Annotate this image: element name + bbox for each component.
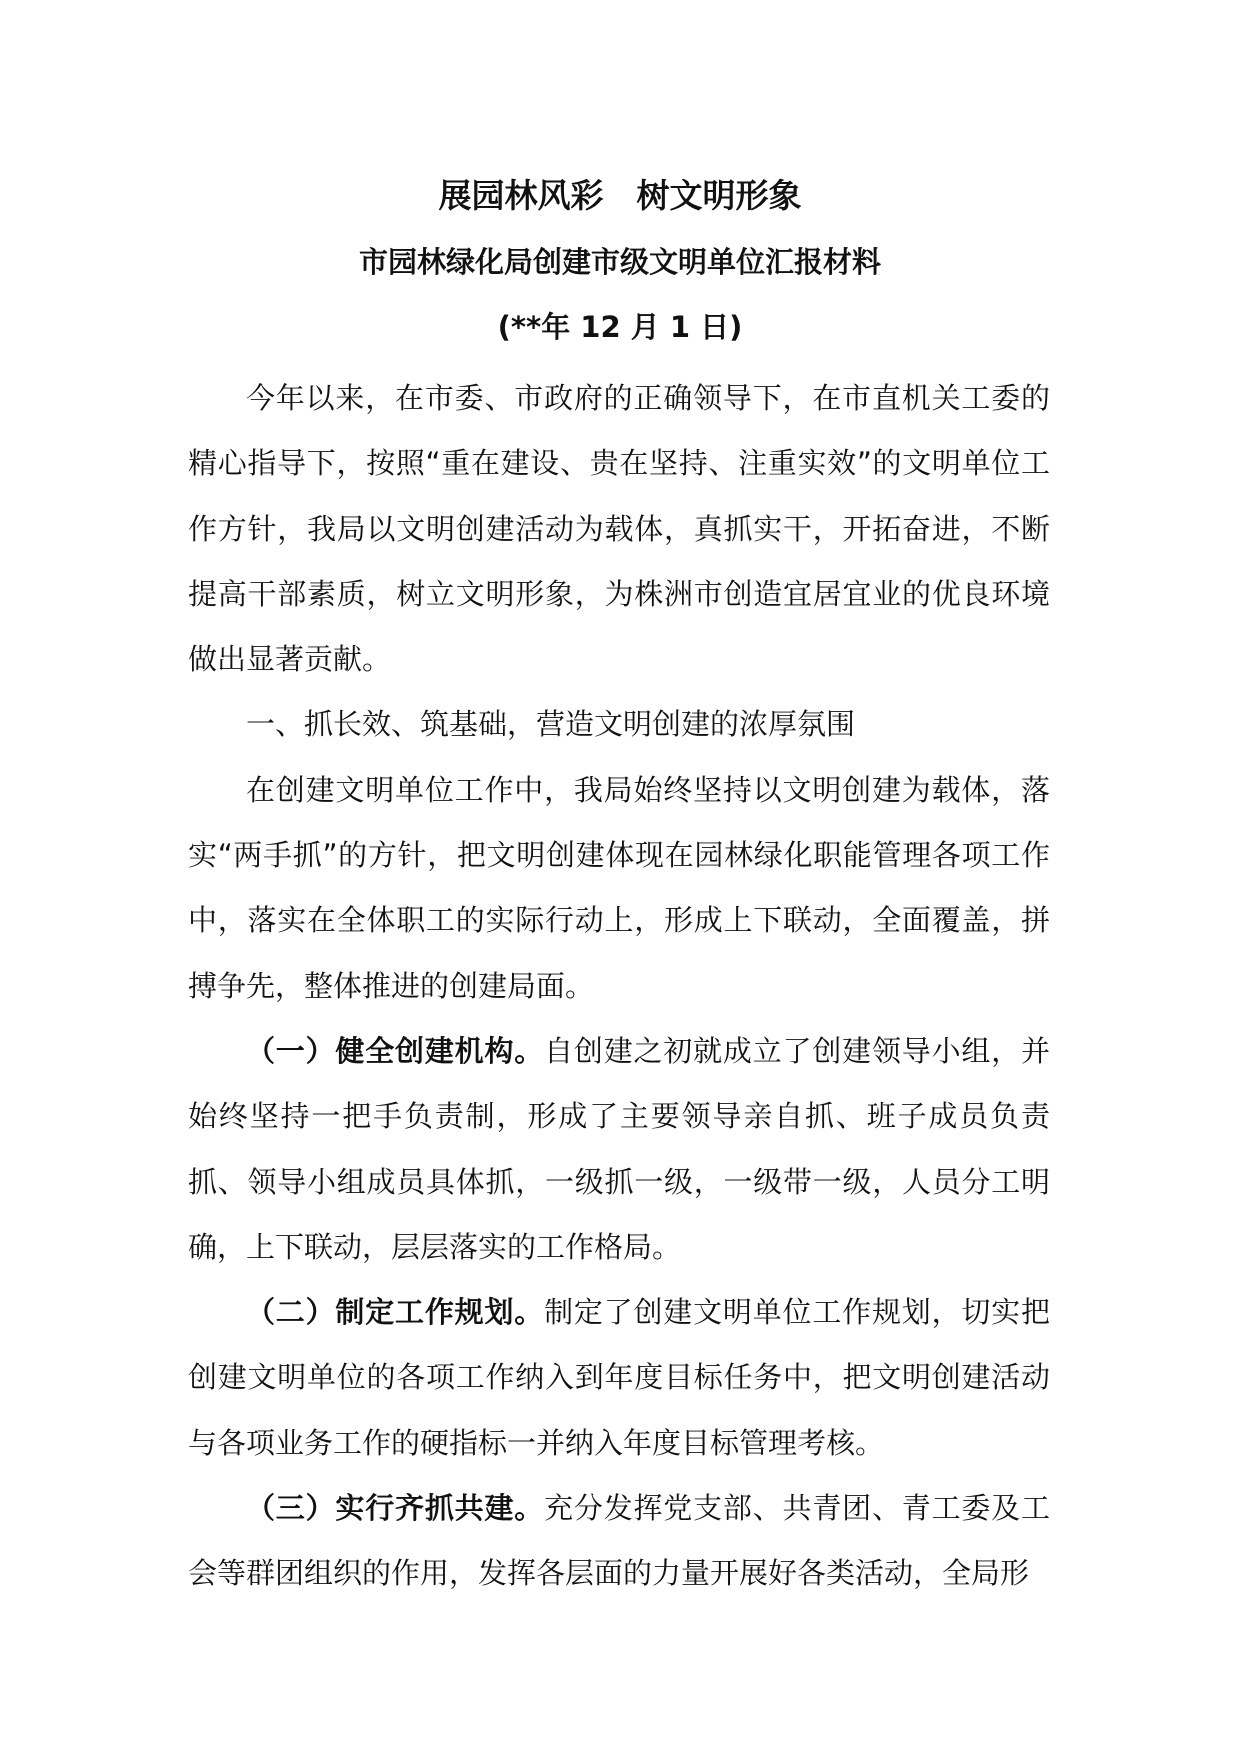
section-paragraph: 在创建文明单位工作中，我局始终坚持以文明创建为载体，落实“两手抓”的方针，把文明创建体现在园林绿化职能管理各项工作中，落实在全体职工的实际行动上，形成上下联动，全面覆盖，拼搏争先，整体推进的创建局面。 [188,772,1050,1003]
item-text-1: 自创建之初就成立了创建领导小组，并始终坚持一把手负责制，形成了主要领导亲自抓、班子成员负责抓、领导小组成员具体抓，一级抓一级，一级带一级，人员分工明确，上下联动，层层落实的工作格局。 [188,1033,1050,1264]
intro-paragraph: 今年以来，在市委、市政府的正确领导下，在市直机关工委的精心指导下，按照“重在建设、贵在坚持、注重实效”的文明单位工作方针，我局以文明创建活动为载体，真抓实干，开拓奋进，不断提高干部素质，树立文明形象，为株洲市创造宜居宜业的优良环境做出显著贡献。 [188,381,1050,677]
document-subtitle: 市园林绿化局创建市级文明单位汇报材料 [358,245,881,279]
document-date: (**年 12 月 1 日) [497,310,743,344]
item-heading-1: （一）健全创建机构。 [246,1033,545,1068]
item-paragraph-2 [188,1280,1050,1476]
document-title: 展园林风彩 树文明形象 [438,176,802,215]
item-heading-2: （二）制定工作规划。 [246,1295,545,1330]
section-heading: 一、抓长效、筑基础，营造文明创建的浓厚氛围 [246,707,856,742]
item-heading-3: （三）实行齐抓共建。 [246,1491,545,1526]
document-body [188,366,1050,1607]
item-text-2: 制定了创建文明单位工作规划，切实把创建文明单位的各项工作纳入到年度目标任务中，把文明创建活动与各项业务工作的硬指标一并纳入年度目标管理考核。 [188,1295,1050,1460]
item-paragraph-1 [188,1019,1050,1280]
item-text-3: 充分发挥党支部、共青团、青工委及工会等群团组织的作用，发挥各层面的力量开展好各类活动，全局形 [188,1491,1050,1591]
item-paragraph-3 [188,1476,1050,1607]
